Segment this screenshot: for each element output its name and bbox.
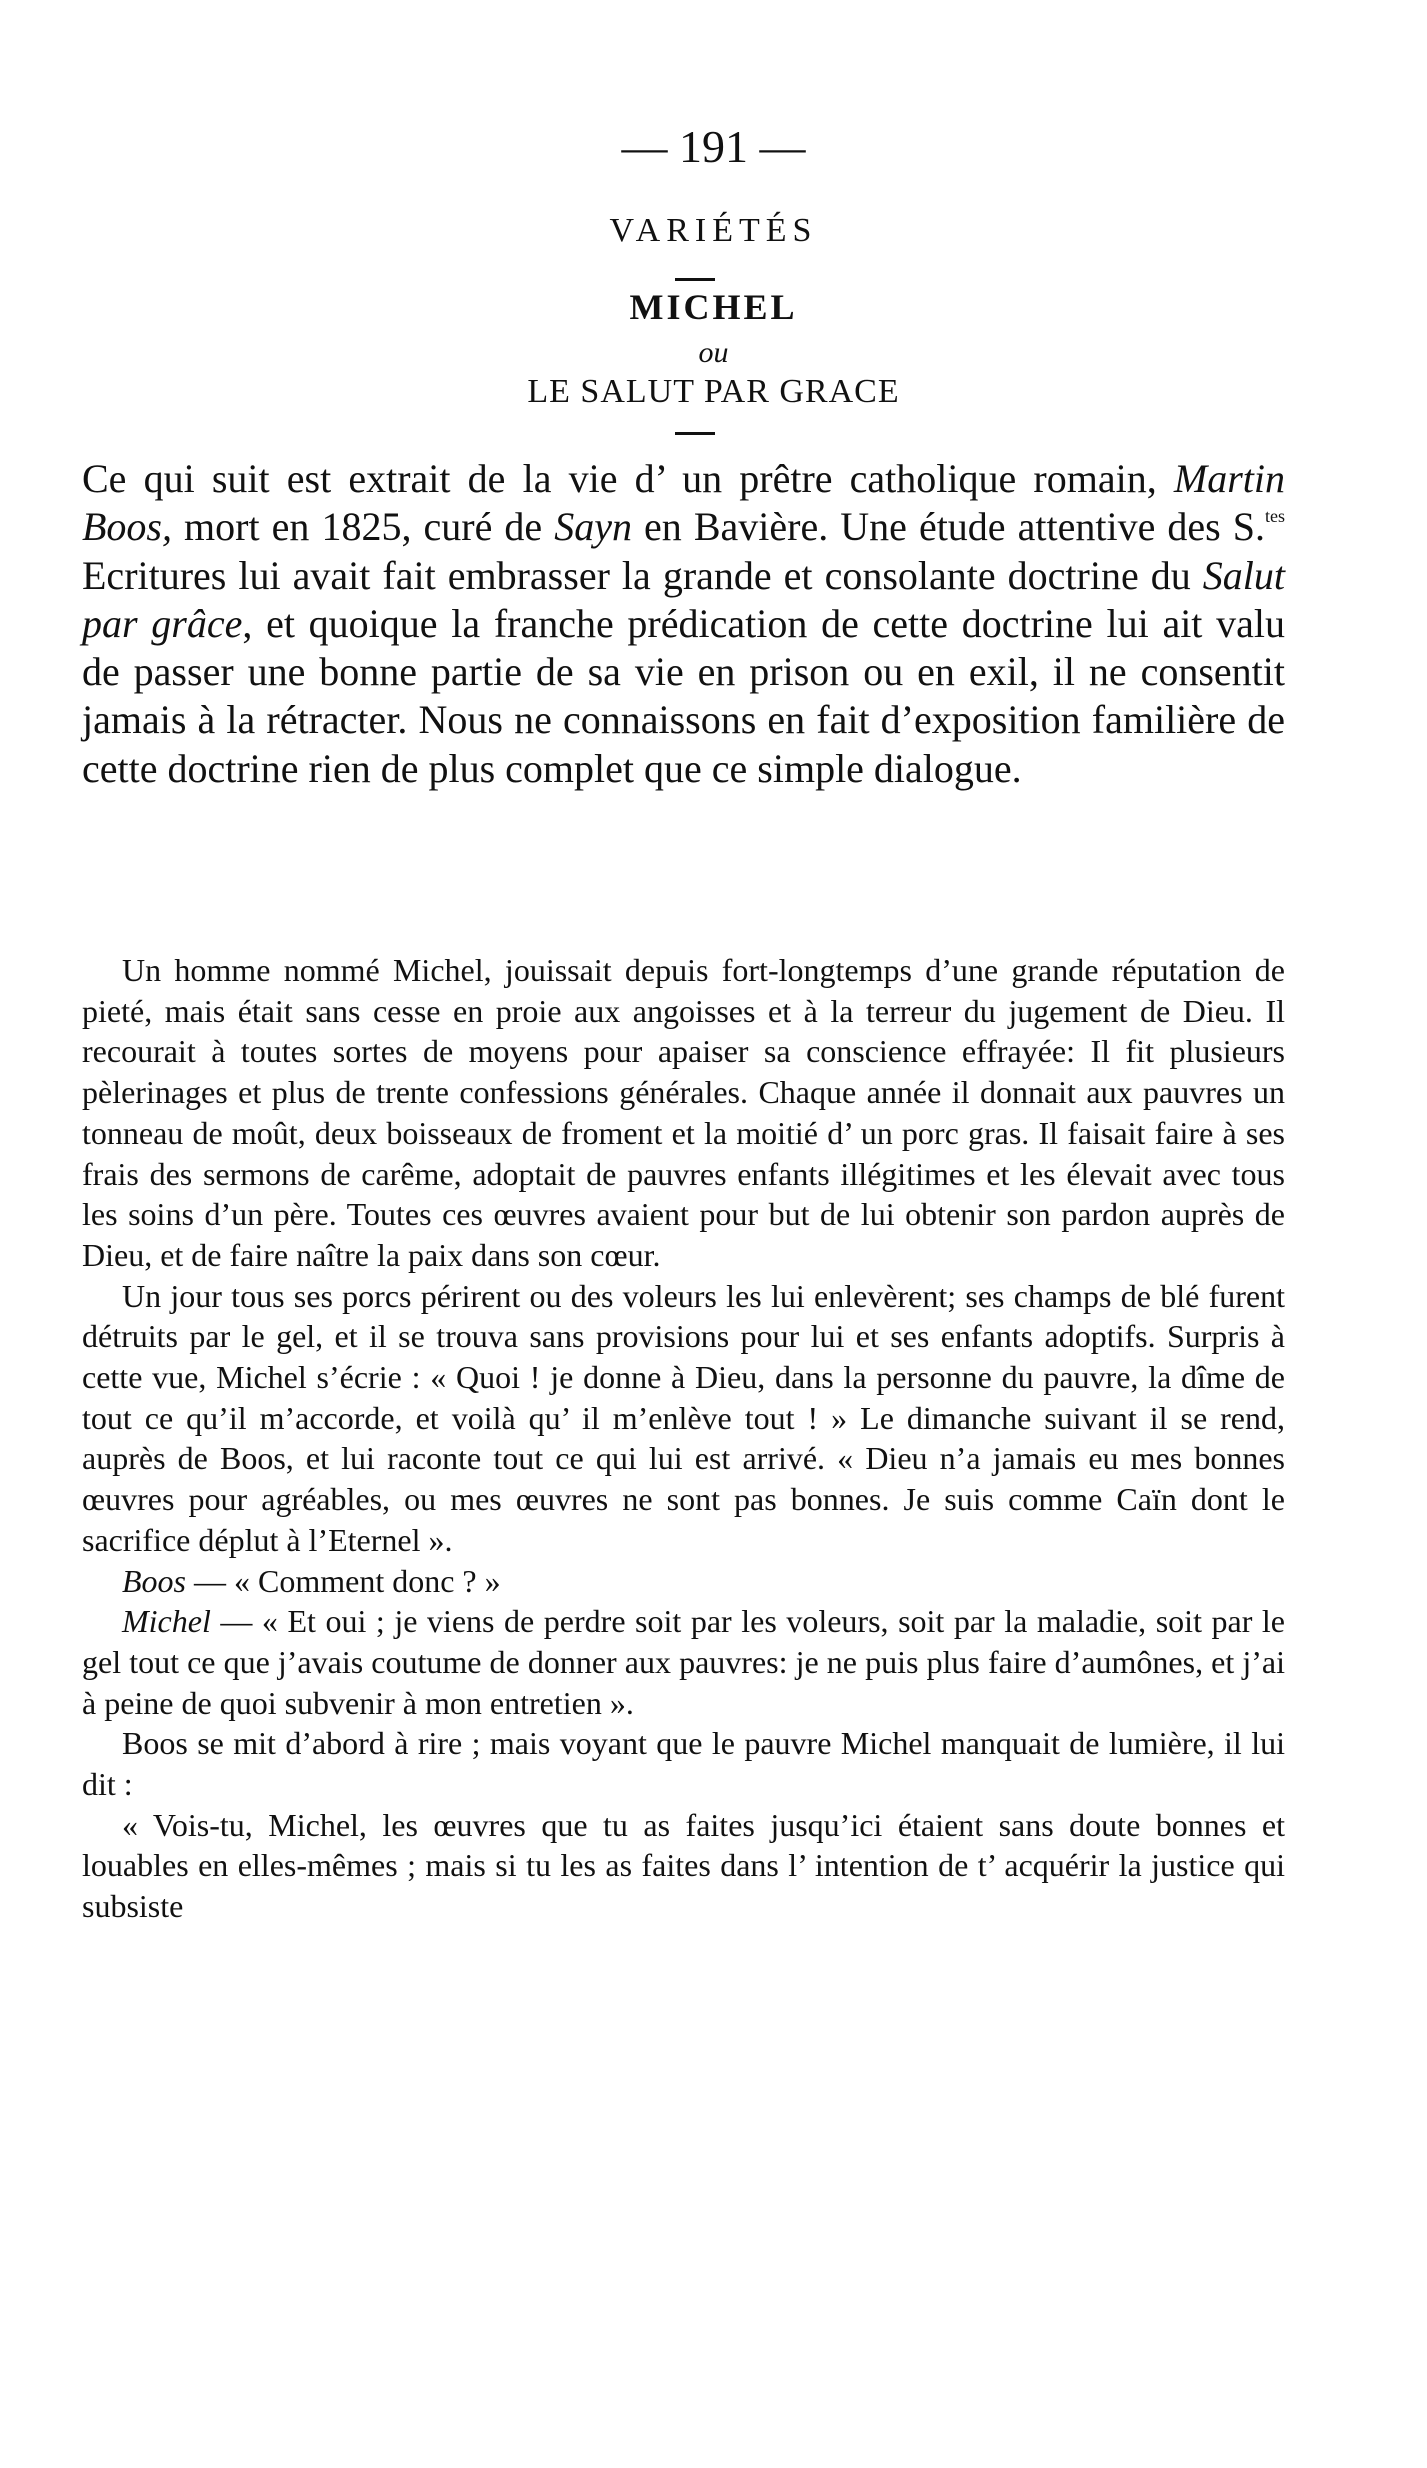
section-title: VARIÉTÉS <box>609 212 818 249</box>
page-number: — 191 — <box>621 121 806 172</box>
title-divider-top <box>675 278 715 281</box>
dialogue-line <box>82 1561 1285 1602</box>
body-paragraph: Boos se mit d’abord à rire ; mais voyant que le pauvre Michel manquait de lumière, il lui dit : <box>82 1725 1285 1803</box>
article-subtitle: LE SALUT PAR GRACE <box>527 373 900 410</box>
title-divider-bottom <box>675 432 715 435</box>
intro-superscript: tes <box>1265 506 1286 527</box>
speaker-name: Boos <box>122 1562 186 1599</box>
intro-place: Sayn <box>554 504 632 550</box>
dialogue-line <box>82 1601 1285 1723</box>
dialogue-text: — « Comment donc ? » <box>186 1562 501 1599</box>
intro-text-5: , et quoique la franche prédication de cette doctrine lui ait valu de passer une bonne partie de sa vie en prison ou en exil, il ne consentit jamais à la rétracter. Nous ne connaissons en fait d’exposition familière de cette doctrine rien de plus complet que ce simple dialogue. <box>82 600 1286 791</box>
intro-doctrine: Salut par grâce <box>82 552 1285 646</box>
dialogue-text: — « Et oui ; je viens de perdre soit par les voleurs, soit par la maladie, soit par le gel tout ce que j’avais coutume de donner aux pauvres: je ne puis plus faire d’aumônes, et j’ai à peine de quoi subvenir à mon entretien ». <box>82 1603 1285 1721</box>
article-title: MICHEL <box>629 287 798 327</box>
dialogue-body <box>82 950 1285 1927</box>
intro-text-4: Ecritures lui avait fait embrasser la grande et consolante doctrine du <box>82 552 1203 598</box>
intro-name: Martin Boos, <box>82 456 1285 550</box>
intro-text-1: Ce qui suit est extrait de la vie d’ un prêtre catholique romain, <box>82 456 1174 501</box>
intro-paragraph <box>82 455 1285 793</box>
intro-text-2: mort en 1825, curé de <box>172 504 555 550</box>
body-paragraph: « Vois-tu, Michel, les œuvres que tu as faites jusqu’ici étaient sans doute bonnes et louables en elles-mêmes ; mais si tu les as faites dans l’ intention de t’ acquérir la justice qui subsiste <box>82 1806 1285 1925</box>
body-paragraph: Un jour tous ses porcs périrent ou des voleurs les lui enlevèrent; ses champs de blé furent détruits par le gel, et il se trouva sans provisions pour lui et ses enfants adoptifs. Surpris à cette vue, Michel s’écrie : « Quoi ! je donne à Dieu, dans la personne du pauvre, la dîme de tout ce qu’il m’accorde, et voilà qu’ il m’enlève tout ! » Le dimanche suivant il se rend, auprès de Boos, et lui raconte tout ce qui lui est arrivé. « Dieu n’a jamais eu mes bonnes œuvres pour agréables, ou mes œuvres ne sont pas bonnes. Je suis comme Caïn dont le sacrifice déplut à l’Eternel ». <box>82 1277 1285 1558</box>
body-paragraph: Un homme nommé Michel, jouissait depuis fort-longtemps d’une grande réputation de pieté, mais était sans cesse en proie aux angoisses et à la terreur du jugement de Dieu. Il recourait à toutes sortes de moyens pour apaiser sa conscience effrayée: Il fit plusieurs pèlerinages et plus de trente confessions générales. Chaque année il donnait aux pauvres un tonneau de moût, deux boisseaux de froment et la moitié d’ un porc gras. Il faisait faire à ses frais des sermons de carême, adoptait de pauvres enfants illégitimes et les élevait avec tous les soins d’un père. Toutes ces œuvres avaient pour but de lui obtenir son pardon auprès de Dieu, et de faire naître la paix dans son cœur. <box>82 952 1285 1273</box>
speaker-name: Michel <box>122 1603 211 1640</box>
subtitle-connector: ou <box>698 336 729 369</box>
intro-text-3: en Bavière. Une étude attentive des S. <box>631 504 1266 550</box>
